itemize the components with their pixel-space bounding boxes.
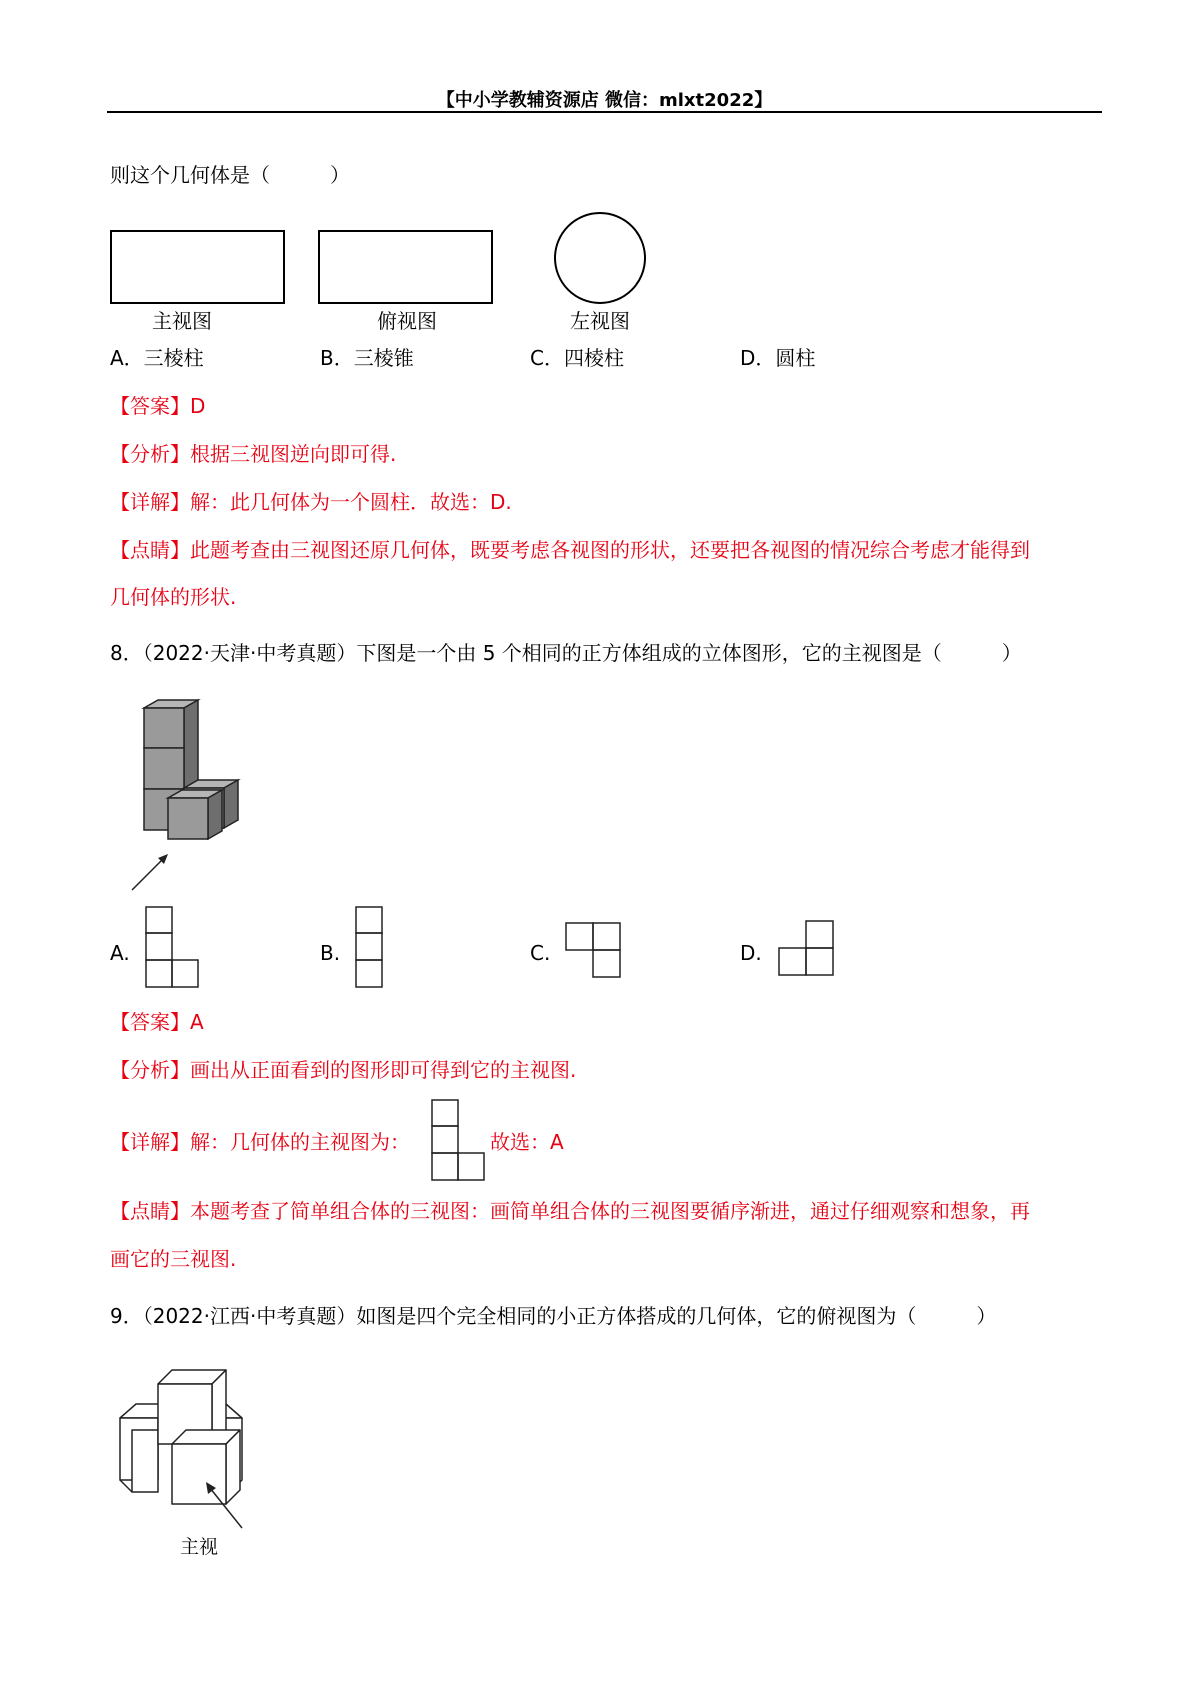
answer-value: A <box>190 1010 204 1034</box>
q8-comment-cont: 画它的三视图. <box>110 1247 237 1271</box>
q8-option-d-letter: D. <box>740 941 762 965</box>
analysis-tag: 【分析】 <box>110 442 190 466</box>
q8-stem: 8．（2022·天津·中考真题）下图是一个由 5 个相同的正方体组成的立体图形，它的主视图是（ ） <box>110 641 1022 665</box>
comment-text-1: 此题考查由三视图还原几何体，既要考虑各视图的形状，还要把各视图的情况综合考虑才能得到 <box>190 538 1030 562</box>
comment-tag: 【点睛】 <box>110 538 190 562</box>
q7-detail <box>110 490 512 514</box>
q8-comment <box>110 1199 1030 1223</box>
q8-option-a-letter: A. <box>110 941 130 965</box>
q8-option-b-letter: B. <box>320 941 341 965</box>
q8-option-c-figure <box>565 922 621 978</box>
top-view-rectangle <box>318 230 493 304</box>
q8-analysis <box>110 1058 576 1082</box>
q8-detail <box>110 1130 410 1154</box>
q9-figure-label: 主视 <box>180 1536 219 1558</box>
detail-text: 解：几何体的主视图为： <box>190 1130 410 1154</box>
q7-option-d: D．圆柱 <box>740 346 816 370</box>
q8-answer <box>110 1010 204 1034</box>
q7-option-b: B．三棱锥 <box>320 346 414 370</box>
detail-tag: 【详解】 <box>110 490 190 514</box>
comment-text-1: 本题考查了简单组合体的三视图：画简单组合体的三视图要循序渐进，通过仔细观察和想象，再 <box>190 1199 1030 1223</box>
analysis-tag: 【分析】 <box>110 1058 190 1082</box>
q8-detail-figure <box>431 1099 485 1181</box>
top-view-label: 俯视图 <box>377 309 437 333</box>
analysis-text: 根据三视图逆向即可得. <box>190 442 397 466</box>
q7-comment-cont: 几何体的形状. <box>110 585 237 609</box>
q8-option-a-figure <box>145 906 199 988</box>
front-view-label: 主视图 <box>152 309 212 333</box>
comment-tag: 【点睛】 <box>110 1199 190 1223</box>
page-header: 【中小学教辅资源店 微信：mlxt2022】 <box>436 90 773 111</box>
q7-option-c: C．四棱柱 <box>530 346 624 370</box>
q8-option-b-figure <box>355 906 383 988</box>
q7-stem-tail: 则这个几何体是（ ） <box>110 163 350 187</box>
answer-value: D <box>190 394 206 418</box>
analysis-text: 画出从正面看到的图形即可得到它的主视图. <box>190 1058 577 1082</box>
header-rule <box>107 111 1102 113</box>
q9-stem: 9．（2022·江西·中考真题）如图是四个完全相同的小正方体搭成的几何体，它的俯视图为（ ） <box>110 1304 997 1328</box>
q8-detail-suffix: 故选：A <box>490 1130 564 1154</box>
answer-tag: 【答案】 <box>110 394 190 418</box>
q9-cube-figure <box>110 1368 260 1538</box>
detail-tag: 【详解】 <box>110 1130 190 1154</box>
q7-option-a: A．三棱柱 <box>110 346 204 370</box>
left-view-label: 左视图 <box>570 309 630 333</box>
detail-text: 解：此几何体为一个圆柱．故选：D. <box>190 490 512 514</box>
q7-analysis <box>110 442 396 466</box>
front-view-rectangle <box>110 230 285 304</box>
left-view-circle <box>554 212 646 304</box>
q8-option-d-figure <box>778 920 834 976</box>
answer-tag: 【答案】 <box>110 1010 190 1034</box>
q7-answer <box>110 394 205 418</box>
q8-option-c-letter: C. <box>530 941 551 965</box>
q8-cube-figure <box>120 700 260 900</box>
q7-comment <box>110 538 1030 562</box>
